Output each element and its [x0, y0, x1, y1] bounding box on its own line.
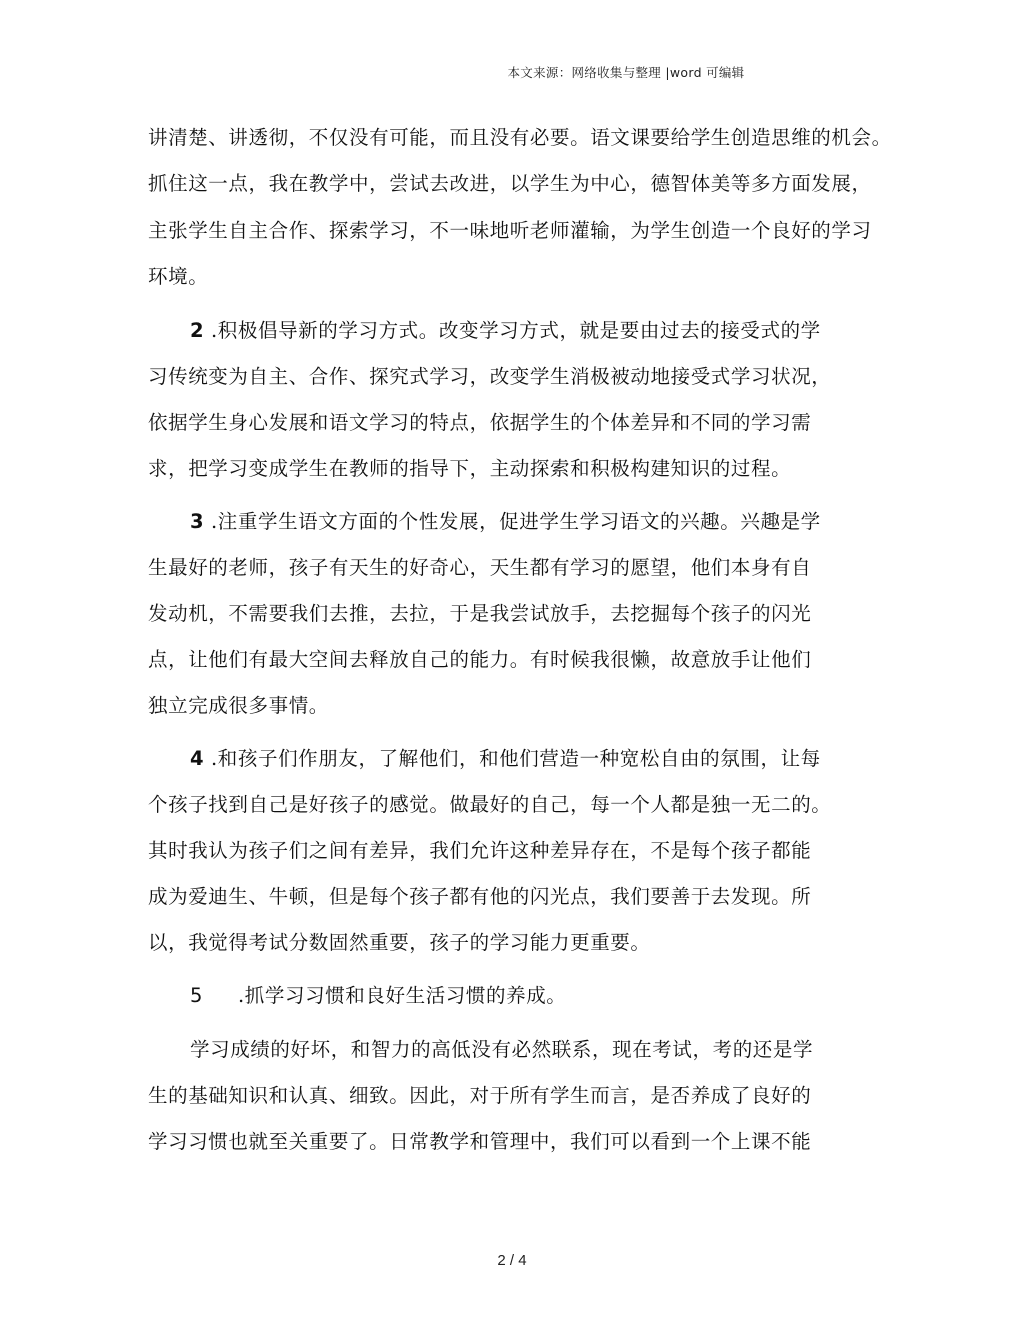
- text-line: 其时我认为孩子们之间有差异，我们允许这种差异存在，不是每个孩子都能: [148, 839, 812, 862]
- text-line: 主张学生自主合作、探索学习，不一味地听老师灌输，为学生创造一个良好的学习: [148, 219, 872, 242]
- text-line: 发动机，不需要我们去推，去拉，于是我尝试放手，去挖掘每个孩子的闪光: [148, 602, 812, 625]
- text-line: 抓住这一点，我在教学中，尝试去改进，以学生为中心，德智体美等多方面发展，: [148, 172, 872, 195]
- text-fragment: .积极倡导新的学习方式。改变学习方式，就是要由过去的接受式的学: [210, 319, 821, 342]
- text-line: 点，让他们有最大空间去释放自己的能力。有时候我很懒，故意放手让他们: [148, 648, 812, 671]
- source-note: 本文来源：网络收集与整理 |word 可编辑: [507, 65, 745, 80]
- page-number: 2 / 4: [497, 1252, 527, 1269]
- text-line: 学习成绩的好坏，和智力的高低没有必然联系，现在考试，考的还是学: [190, 1038, 814, 1061]
- text-line: 以，我觉得考试分数固然重要，孩子的学习能力更重要。: [148, 931, 651, 954]
- item-number: 5: [190, 984, 204, 1007]
- text-line: 依据学生身心发展和语文学习的特点，依据学生的个体差异和不同的学习需: [148, 411, 812, 434]
- text-line: 习传统变为自主、合作、探究式学习，改变学生消极被动地接受式学习状况，: [148, 365, 832, 388]
- text-line: 讲清楚、讲透彻，不仅没有可能，而且没有必要。语文课要给学生创造思维的机会。: [148, 126, 892, 149]
- text-fragment: .注重学生语文方面的个性发展，促进学生学习语文的兴趣。兴趣是学: [210, 510, 821, 533]
- text-line: 求，把学习变成学生在教师的指导下，主动探索和积极构建知识的过程。: [148, 457, 792, 480]
- text-line: 成为爱迪生、牛顿，但是每个孩子都有他的闪光点，我们要善于去发现。所: [148, 885, 812, 908]
- text-line: 生的基础知识和认真、细致。因此，对于所有学生而言，是否养成了良好的: [148, 1084, 812, 1107]
- text-line: 独立完成很多事情。: [148, 694, 329, 717]
- item-number: 4: [190, 747, 205, 770]
- text-line: 环境。: [148, 265, 209, 288]
- text-fragment: .和孩子们作朋友，了解他们，和他们营造一种宽松自由的氛围，让每: [210, 747, 821, 770]
- text-fragment: .抓学习习惯和良好生活习惯的养成。: [238, 984, 567, 1007]
- item-number: 2: [190, 319, 205, 342]
- numbered-paragraph-line: [190, 319, 821, 343]
- numbered-paragraph-line: [190, 984, 566, 1008]
- numbered-paragraph-line: [190, 510, 821, 534]
- item-number: 3: [190, 510, 205, 533]
- numbered-paragraph-line: [190, 747, 821, 771]
- text-line: 学习习惯也就至关重要了。日常教学和管理中，我们可以看到一个上课不能: [148, 1130, 812, 1153]
- text-line: 生最好的老师，孩子有天生的好奇心，天生都有学习的愿望，他们本身有自: [148, 556, 812, 579]
- text-line: 个孩子找到自己是好孩子的感觉。做最好的自己，每一个人都是独一无二的。: [148, 793, 832, 816]
